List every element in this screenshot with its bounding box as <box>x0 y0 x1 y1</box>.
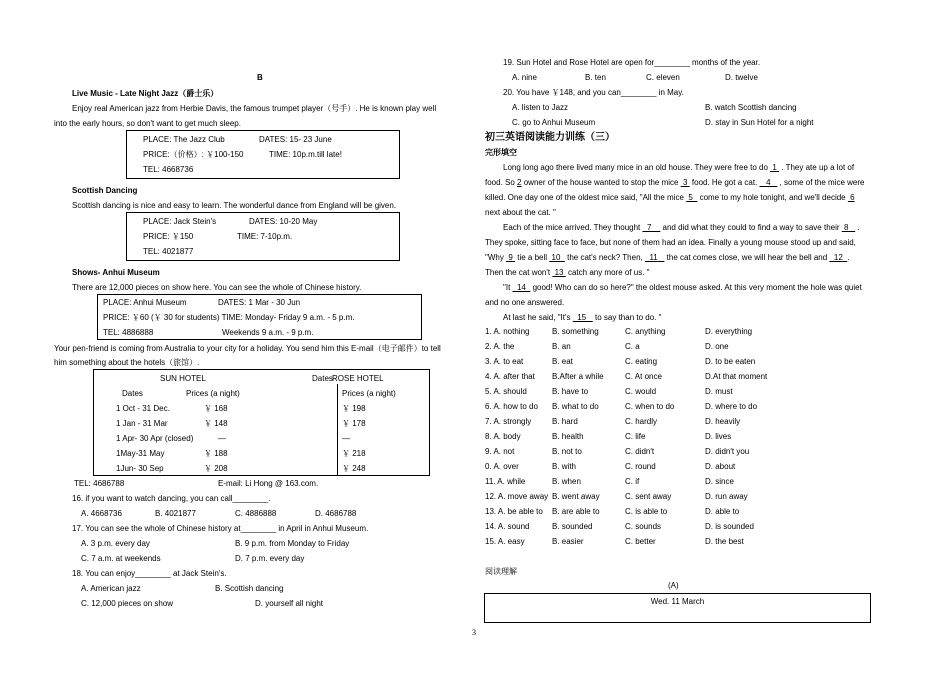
table-row-sun-price: ￥ 148 <box>204 419 228 428</box>
cloze-p1-line4: next about the cat. " <box>485 208 556 217</box>
choice-option: C. if <box>625 477 640 486</box>
choice-option: B.After a while <box>552 372 604 381</box>
page-number: 3 <box>472 628 476 637</box>
q19-option: C. eleven <box>646 73 680 82</box>
blank-6: 6 <box>850 193 855 202</box>
table-row-sun-price: ￥ 188 <box>204 449 228 458</box>
q17-option: D. 7 p.m. every day <box>235 554 305 563</box>
choice-option: D. to be eaten <box>705 357 756 366</box>
choice-option: C. hardly <box>625 417 658 426</box>
choice-option: D. heavily <box>705 417 741 426</box>
choice-option: B. health <box>552 432 584 441</box>
cloze-p1-line1: Long long ago there lived many mice in an old house. They were free to do 1 . They ate up a lot of <box>503 163 855 172</box>
choice-option: D. able to <box>705 507 740 516</box>
choice-option: C. eating <box>625 357 658 366</box>
choice-option: C. life <box>625 432 646 441</box>
hotel-tel: TEL: 4686788 <box>74 479 125 488</box>
choice-option: B. something <box>552 327 599 336</box>
jazz-time: TIME: 10p.m.till late! <box>269 150 342 159</box>
choice-option: 1. A. nothing <box>485 327 530 336</box>
museum-weekends: Weekends 9 a.m. - 9 p.m. <box>222 328 314 337</box>
blank-2: 2 <box>517 178 522 187</box>
jazz-place: PLACE: The Jazz Club <box>143 135 225 144</box>
blank-14: 14 <box>516 283 526 292</box>
question-16: 16. if you want to watch dancing, you can call________. <box>72 494 271 503</box>
blank-3: 3 <box>682 178 688 187</box>
blank-12: 12 <box>833 253 843 262</box>
choice-option: 8. A. body <box>485 432 521 441</box>
passage-a-date: Wed. 11 March <box>650 597 705 606</box>
choice-option: C. sounds <box>625 522 662 531</box>
table-row-date: 1 Oct - 31 Dec. <box>116 404 170 413</box>
blank-8: 8 <box>844 223 849 232</box>
choice-option: 5. A. should <box>485 387 527 396</box>
question-17: 17. You can see the whole of Chinese history at________ in April in Anhui Museum. <box>72 524 369 533</box>
choice-option: D. where to do <box>705 402 758 411</box>
table-row-sun-price: ￥ 208 <box>204 464 228 473</box>
choice-option: D.At that moment <box>705 372 768 381</box>
choice-option: 6. A. how to do <box>485 402 538 411</box>
dancing-title: Scottish Dancing <box>72 186 138 195</box>
rose-prices-header: Prices (a night) <box>342 389 396 398</box>
dancing-price: PRICE: ￥150 <box>143 232 194 241</box>
q20-option: A. listen to Jazz <box>512 103 569 112</box>
q18-option: D. yourself all night <box>255 599 324 608</box>
choice-option: D. one <box>705 342 729 351</box>
jazz-title: Live Music - Late Night Jazz（爵士乐） <box>72 89 219 98</box>
q16-option: D. 4686788 <box>315 509 357 518</box>
blank-9: 9 <box>508 253 513 262</box>
q20-option: D. stay in Sun Hotel for a night <box>705 118 814 127</box>
choice-option: B. easier <box>552 537 584 546</box>
choice-option: 4. A. after that <box>485 372 535 381</box>
table-row-rose-price: ￥ 178 <box>342 419 366 428</box>
cloze-p4-line1: At last he said, "It's 15 to say than to do. " <box>503 313 662 322</box>
choice-option: B. went away <box>552 492 600 501</box>
cloze-p2-line2: They spoke, sitting face to face, but none of them had an idea. Finally a young mouse stood up and said, <box>485 238 856 247</box>
choice-option: 13. A. be able to <box>485 507 543 516</box>
table-row-date: 1 Apr- 30 Apr (closed) <box>116 434 194 443</box>
q17-option: C. 7 a.m. at weekends <box>81 554 161 563</box>
cloze-p2-line1: Each of the mice arrived. They thought 7 and did what they could to find a way to save their 8 . <box>503 223 860 232</box>
q18-option: A. American jazz <box>81 584 141 593</box>
jazz-desc-line1: Enjoy real American jazz from Herbie Davis, the famous trumpet player（号手）. He is known play well <box>72 104 437 113</box>
table-row-sun-price: — <box>218 434 226 443</box>
choice-option: 9. A. not <box>485 447 515 456</box>
choice-option: B. hard <box>552 417 578 426</box>
section-heading: 初三英语阅读能力训练（三） <box>485 132 615 143</box>
choice-option: B. are able to <box>552 507 600 516</box>
choice-option: C. better <box>625 537 656 546</box>
choice-option: C. when to do <box>625 402 675 411</box>
choice-option: 11. A. while <box>485 477 526 486</box>
rose-hotel-header: ROSE HOTEL <box>332 374 384 383</box>
table-row-rose-price: ￥ 248 <box>342 464 366 473</box>
question-20: 20. You have ￥148, and you can________ in May. <box>503 88 684 97</box>
q16-option: A. 4668736 <box>81 509 122 518</box>
cloze-p2-line4: Then the cat won't 13 catch any more of us. " <box>485 268 650 277</box>
choice-option: C. a <box>625 342 640 351</box>
dates-header-2: Dates <box>312 374 333 383</box>
blank-13: 13 <box>554 268 564 277</box>
choice-option: 12. A. move away <box>485 492 549 501</box>
museum-desc: There are 12,000 pieces on show here. You can see the whole of Chinese history. <box>72 283 362 292</box>
choice-option: B. not to <box>552 447 582 456</box>
choice-option: C. is able to <box>625 507 668 516</box>
table-divider <box>337 384 338 476</box>
choice-option: 7. A. strongly <box>485 417 532 426</box>
cloze-p2-line3: "Why 9 tie a bell 10 the cat's neck? Then, 11 the cat comes close, we will hear the bell and 12 . <box>485 253 850 262</box>
passage-a-box <box>484 593 871 623</box>
q16-option: C. 4886888 <box>235 509 277 518</box>
q17-option: B. 9 p.m. from Monday to Friday <box>235 539 350 548</box>
table-row-rose-price: — <box>342 434 350 443</box>
choice-option: 14. A. sound <box>485 522 530 531</box>
sun-hotel-header: SUN HOTEL <box>160 374 206 383</box>
choice-option: D. everything <box>705 327 753 336</box>
museum-price: PRICE: ￥60 (￥ 30 for students) TIME: Monday- Friday 9 a.m. - 5 p.m. <box>103 313 355 322</box>
q19-option: B. ten <box>585 73 606 82</box>
table-row-date: 1May-31 May <box>116 449 165 458</box>
cloze-p1-line2: food. So 2 owner of the house wanted to stop the mice 3 food. He got a cat. 4 , some of the mice were <box>485 178 865 187</box>
choice-option: 0. A. over <box>485 462 519 471</box>
museum-tel: TEL: 4886888 <box>103 328 154 337</box>
penfriend-line1: Your pen-friend is coming from Australia to your city for a holiday. You send him this E-mail（电子邮件）to tell <box>54 344 441 353</box>
q18-option: B. Scottish dancing <box>215 584 284 593</box>
sun-prices-header: Prices (a night) <box>186 389 240 398</box>
table-row-date: 1 Jan - 31 Mar <box>116 419 168 428</box>
table-row-date: 1Jun- 30 Sep <box>116 464 164 473</box>
choice-option: D. the best <box>705 537 744 546</box>
choice-option: D. since <box>705 477 734 486</box>
choice-option: B. what to do <box>552 402 599 411</box>
choice-option: 15. A. easy <box>485 537 525 546</box>
choice-option: D. run away <box>705 492 748 501</box>
blank-5: 5 <box>688 193 693 202</box>
dancing-place: PLACE: Jack Stein's <box>143 217 217 226</box>
cloze-p3-line1: "It 14 good! Who can do so here?" the oldest mouse asked. At this very moment the hole was quiet <box>503 283 862 292</box>
question-19: 19. Sun Hotel and Rose Hotel are open for________ months of the year. <box>503 58 761 67</box>
cloze-p1-line3: killed. One day one of the oldest mice said, "All the mice 5 come to my hole tonight, and we'll decide 6 <box>485 193 855 202</box>
choice-option: C. would <box>625 387 657 396</box>
dancing-tel: TEL: 4021877 <box>143 247 194 256</box>
choice-option: B. eat <box>552 357 573 366</box>
choice-option: C. sent away <box>625 492 672 501</box>
dancing-time: TIME: 7-10p.m. <box>237 232 293 241</box>
penfriend-line2: him something about the hotels（旅馆）. <box>54 358 200 367</box>
dancing-info-box <box>126 212 400 261</box>
jazz-tel: TEL: 4668736 <box>143 165 194 174</box>
table-row-sun-price: ￥ 168 <box>204 404 228 413</box>
choice-option: 3. A. to eat <box>485 357 524 366</box>
blank-15: 15 <box>577 313 587 322</box>
reading-label: 阅读理解 <box>485 567 517 576</box>
choice-option: B. an <box>552 342 571 351</box>
choice-option: D. is sounded <box>705 522 754 531</box>
dates-header-1: Dates <box>122 389 143 398</box>
question-18: 18. You can enjoy________ at Jack Stein's. <box>72 569 227 578</box>
dancing-dates: DATES: 10-20 May <box>249 217 318 226</box>
q18-option: C. 12,000 pieces on show <box>81 599 174 608</box>
hotel-email: E-mail: Li Hong @ 163.com. <box>218 479 319 488</box>
q20-option: C. go to Anhui Museum <box>512 118 596 127</box>
q17-option: A. 3 p.m. every day <box>81 539 150 548</box>
choice-option: D. about <box>705 462 736 471</box>
q16-option: B. 4021877 <box>155 509 196 518</box>
jazz-desc-line2: into the early hours, so don't want to get much sleep. <box>54 119 241 128</box>
blank-4: 4 <box>766 178 771 187</box>
jazz-dates: DATES: 15- 23 June <box>259 135 332 144</box>
table-row-rose-price: ￥ 198 <box>342 404 366 413</box>
q20-option: B. watch Scottish dancing <box>705 103 797 112</box>
choice-option: C. didn't <box>625 447 655 456</box>
choice-option: C. At once <box>625 372 662 381</box>
q19-option: A. nine <box>512 73 537 82</box>
choice-option: D. must <box>705 387 733 396</box>
jazz-price: PRICE:（价格）: ￥100-150 <box>143 150 244 159</box>
choice-option: D. lives <box>705 432 732 441</box>
blank-7: 7 <box>646 223 652 232</box>
cloze-p3-line2: and no one answered. <box>485 298 565 307</box>
choice-option: B. when <box>552 477 581 486</box>
choice-option: 2. A. the <box>485 342 515 351</box>
blank-1: 1 <box>772 163 777 172</box>
choice-option: D. didn't you <box>705 447 750 456</box>
dancing-desc: Scottish dancing is nice and easy to learn. The wonderful dance from England will be given. <box>72 201 397 210</box>
choice-option: C. round <box>625 462 656 471</box>
museum-dates: DATES: 1 Mar - 30 Jun <box>218 298 301 307</box>
choice-option: C. anything <box>625 327 666 336</box>
q19-option: D. twelve <box>725 73 758 82</box>
jazz-info-box <box>126 130 400 179</box>
museum-info-box <box>97 294 422 340</box>
choice-option: B. have to <box>552 387 589 396</box>
section-a-label: (A) <box>668 581 679 590</box>
blank-10: 10 <box>551 253 561 262</box>
blank-11: 11 <box>649 253 658 262</box>
hotel-table <box>93 369 430 476</box>
cloze-subheading: 完形填空 <box>485 148 517 157</box>
choice-option: B. with <box>552 462 577 471</box>
museum-title: Shows- Anhui Museum <box>72 268 160 277</box>
museum-place: PLACE: Anhui Museum <box>103 298 187 307</box>
section-label-b: B <box>257 73 263 82</box>
table-row-rose-price: ￥ 218 <box>342 449 366 458</box>
choice-option: B. sounded <box>552 522 593 531</box>
